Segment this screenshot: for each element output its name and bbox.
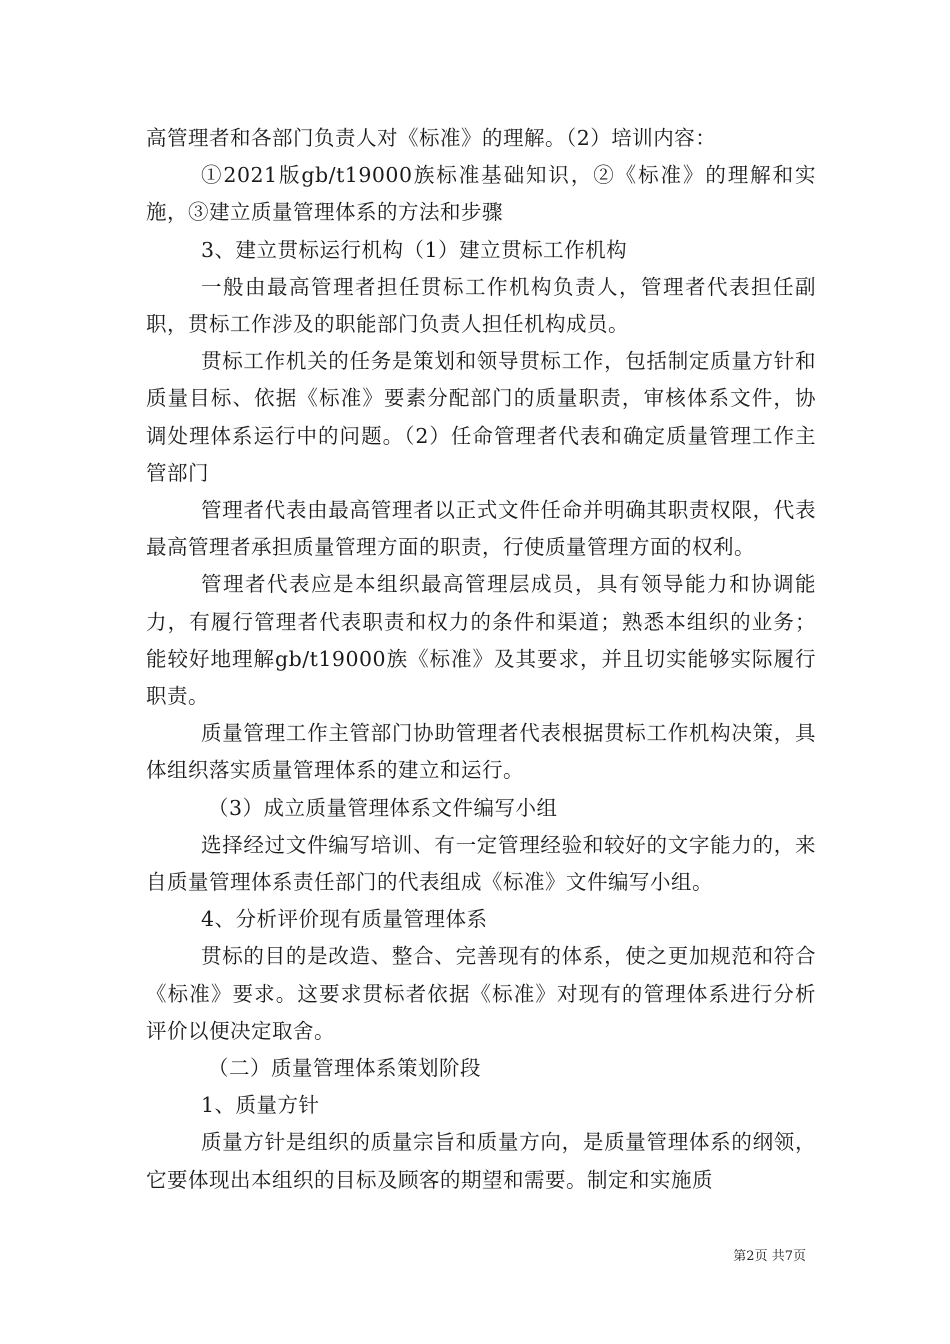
- document-body: [146, 120, 816, 1199]
- paragraph-4: 一般由最高管理者担任贯标工作机构负责人，管理者代表担任副职，贯标工作涉及的职能部门负责人担任机构成员。: [146, 274, 816, 337]
- footer-suffix: 页: [792, 1249, 806, 1264]
- paragraph-14-heading: 1、质量方针: [201, 1093, 320, 1118]
- paragraph-1: 高管理者和各部门负责人对《标准》的理解。（2）培训内容：: [146, 126, 717, 150]
- total-page-count: 7: [784, 1249, 793, 1264]
- current-page-number: 2: [746, 1249, 755, 1264]
- paragraph-3-heading: 3、建立贯标运行机构（1）建立贯标工作机构: [201, 237, 628, 262]
- paragraph-2: ①2021版gb/t19000族标准基础知识，②《标准》的理解和实施，③建立质量管理体系的方法和步骤: [146, 163, 816, 225]
- paragraph-10: 选择经过文件编写培训、有一定管理经验和较好的文字能力的，来自质量管理体系责任部门的代表组成《标准》文件编写小组。: [146, 832, 816, 895]
- paragraph-13-heading: （二）质量管理体系策划阶段: [208, 1056, 481, 1081]
- paragraph-9-heading: （3）成立质量管理体系文件编写小组: [208, 795, 558, 820]
- page-number-footer: [0, 1245, 806, 1264]
- footer-middle: 页 共: [754, 1249, 785, 1264]
- paragraph-11-heading: 4、分析评价现有质量管理体系: [201, 907, 488, 932]
- paragraph-7: 管理者代表应是本组织最高管理层成员，具有领导能力和协调能力，有履行管理者代表职责和权力的条件和渠道；熟悉本组织的业务；能较好地理解gb/t19000族《标准》及其要求，并且切实能够实际履行职责。: [146, 572, 816, 709]
- paragraph-8: 质量管理工作主管部门协助管理者代表根据贯标工作机构决策，具体组织落实质量管理体系的建立和运行。: [146, 721, 816, 783]
- paragraph-6: 管理者代表由最高管理者以正式文件任命并明确其职责权限，代表最高管理者承担质量管理方面的职责，行使质量管理方面的权利。: [146, 498, 816, 560]
- paragraph-12: 贯标的目的是改造、整合、完善现有的体系，使之更加规范和符合《标准》要求。这要求贯标者依据《标准》对现有的管理体系进行分析评价以便决定取舍。: [146, 944, 816, 1043]
- paragraph-5: 贯标工作机关的任务是策划和领导贯标工作，包括制定质量方针和质量目标、依据《标准》要素分配部门的质量职责，审核体系文件，协调处理体系运行中的问题。（2）任命管理者代表和确定质量管理工作主管部门: [146, 349, 816, 485]
- footer-prefix: 第: [733, 1249, 747, 1264]
- paragraph-15: 质量方针是组织的质量宗旨和质量方向，是质量管理体系的纲领，它要体现出本组织的目标及顾客的期望和需要。制定和实施质: [146, 1130, 816, 1192]
